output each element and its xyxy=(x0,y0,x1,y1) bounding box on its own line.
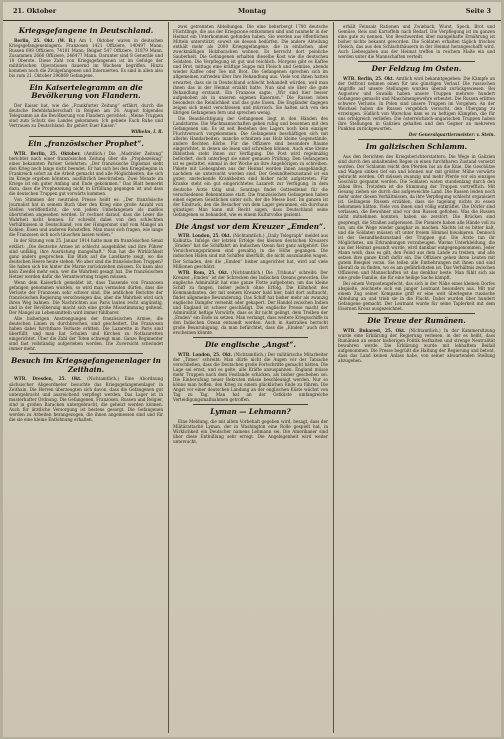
article-title: Lyman — Lehmann? xyxy=(210,407,291,417)
section-divider xyxy=(29,353,143,354)
article-title: Kriegsgefangene in Deutschland. xyxy=(18,26,154,35)
article-text: Von Stimmen der neutralen Presse heißt es: „Der französische Journalist hat in seinem Buch über den Krieg eine große Anzahl von Stellen veröffentlicht, die von jedem Unbefangenen als maßlos übertrieben angesehen werden. Er rechnet darauf, dass die Leser die Wahrheit nicht kennen. Er schreibt dabei von den schlechten Verhältnissen in Deutschland, von der Hungersnot und vom Mangel an Kohlen, Eisen und anderen Rohstoffen. Man muss sich fragen, wie lange die Franzosen sich noch täuschen lassen wollen.“ xyxy=(9,197,163,238)
dateline: WTB. Berlin, 25. Okt. xyxy=(343,75,395,81)
column-rule xyxy=(168,22,169,733)
dateline: WTB. London, 25. Okt. xyxy=(178,351,233,357)
column-rule xyxy=(333,22,334,733)
article-text: In der Sitzung vom 25. Januar 1914 hatte man im französischen Senat erklärt: „Die deutsche Armee ist schlecht ausgebildet und ihre Führer sind unfähig, ihre Ausrüstung mangelhaft.“ Nun hat die Wirklichkeit ganz anders gesprochen. Ein Blick auf die Landkarte zeigt, wo die deutschen Heere heute stehen. Wo aber sind die französischen Truppen? Sie haben sich bis hinter die Marne zurückziehen müssen. Es kann also kein Zweifel mehr sein, wer die Wahrheit gesagt hat. Die französischen Hetzer werden dafür die Verantwortung tragen müssen. xyxy=(9,238,163,279)
article-body xyxy=(9,38,163,78)
article-text: (Nichtamtlich.) In der Kammersitzung wurde eine Erklärung der Regierung verlesen, in der es heißt, dass Rumänien an seiner bisherigen Politik festhalten und strenge Neutralität bewahren werde. Die Erklärung wurde mit lebhaftem Beifall aufgenommen. Die Presse begrüßt die Haltung der Regierung und betont, dass das Land keinen Anlass habe, von seiner abwartenden Stellung abzugehen. xyxy=(338,327,495,364)
header-page-number: Seite 3 xyxy=(465,7,491,15)
article-text: zwei getrennten Abteilungen. Die eine beherbergt 1700 deutsche Flüchtlinge, die aus der Kriegszone entkommen sind und nunmehr in der Heimat ein Unterkommen gefunden haben. Sie werden aus öffentlichen Mitteln unterstützt, soweit sie dessen bedürfen. Die andere Abteilung enthält mehr als 2000 Kriegsgefangene, die in einfachen, aber zweckmäßigen Holzbaracken wohnen. Es herrscht dort peinliche Sauberkeit. Die Gefangenen erhalten dieselbe Kost wie die deutschen Soldaten. Die Verpflegung ist gut und reichlich. Morgens gibt es Kaffee und Brot, mittags eine kräftige Suppe mit Fleisch und Gemüse, abends wieder Kaffee oder Tee mit Brot. Die Gefangenen sprechen sich im allgemeinen zufrieden über ihre Behandlung aus. Viele von ihnen hatten erwartet, dass sie in Deutschland schlecht behandelt würden, weil man ihnen das in der Heimat erzählt hatte. Nun sind sie über die gute Behandlung erstaunt. Ein Franzose sagte: „Wir sind hier besser aufgehoben als in unseren eigenen Kasernen.“ Die Russen loben besonders die Reinlichkeit und das gute Essen. Die Engländer dagegen zeigen sich meist verschlossen und mürrisch. Sie halten sich von den übrigen Gefangenen fern und sprechen wenig. xyxy=(173,24,328,115)
section-divider xyxy=(193,337,308,338)
article-title: Besuch im Kriegsgefangenenlager in Zeithain. xyxy=(11,356,161,374)
article-text: Wenn dem Kaiserlich gemeldet ist, dass Tausende von Franzosen gefangen genommen wurden, so wird man vermuten dürfen, dass die Verluste der Franzosen sehr schwer sind. Die amtlichen Berichte der französischen Regierung verschweigen das, aber die Wahrheit wird sich ihren Weg bahnen. Die Nachrichten aus Paris lauten recht ungünstig, und in der Bevölkerung macht sich eine große Missstimmung geltend. Der Mangel an Lebensmitteln wird immer fühlbarer. xyxy=(9,279,163,316)
section-divider xyxy=(29,136,143,137)
dateline: WTB. Dresden, 25. Okt. xyxy=(14,376,82,382)
dateline: WTB. Rom, 25. Okt. xyxy=(178,269,229,275)
column-middle xyxy=(173,24,328,733)
article-text: (Nichtamtlich.) Eine Abordnung sächsischer Abgeordneter besuchte das Kriegsgefangenenlager in Zeithain. Die Herren überzeugten sich davon, dass die Gefangenen gut untergebracht und ausreichend verpflegt werden. Das Lager ist in musterhafter Ordnung. Die Gefangenen, Franzosen, Russen und Belgier, sind in großen Baracken untergebracht, die geheizt werden können. Auch für ärztliche Versorgung ist bestens gesorgt. Die Gefangenen werden zu Arbeiten herangezogen, die ihnen angemessen sind und für die sie eine kleine Entlohnung erhalten. xyxy=(9,376,163,422)
dateline: WTB. Berlin, 25. Oktober. xyxy=(14,150,81,156)
article-title: Die englische „Angst“. xyxy=(204,340,296,350)
section-divider xyxy=(193,219,308,220)
article-text: Eine Meldung, die mit allem Vorbehalt gegeben wird, besagt, dass der Militärattaché Lyman, der in Washington eine Rolle gespielt hat, in Wirklichkeit ein Deutscher namens Lehmann sei. Die Amerikaner sind über diese Enthüllung sehr erregt. Die Angelegenheit wird weiter untersucht. xyxy=(173,418,328,444)
dateline: WTB. Bukarest, 25. Okt. xyxy=(343,327,406,333)
article-body xyxy=(173,352,328,402)
header-day: Montag xyxy=(237,7,266,15)
newspaper-page xyxy=(3,2,501,737)
signature: Wilhelm, I. R. xyxy=(131,129,163,135)
article-title: Ein Kaisertelegramm an die Bevölkerung von Flandern. xyxy=(29,82,143,101)
article-text: (Nichtamtlich.) Der militärische Mitarbeiter der „Times“ schreibt: Man dürfe nicht die Augen vor der Tatsache verschließen, dass die Deutschen große Fortschritte gemacht hätten. Die Lage sei ernst, und es gelte, alle Kräfte anzuspannen. England müsse mehr Truppen nach dem Festlande schicken, als bisher geschehen sei. Die Einberufung neuer Rekruten müsse beschleunigt werden. Nur so könne man hoffen, den Krieg zu einem glücklichen Ende zu führen. Die Angst vor einer deutschen Landung an der englischen Küste wächst von Tag zu Tag. Man hat an der Ostküste umfangreiche Verteidigungsmaßnahmen getroffen. xyxy=(173,351,328,403)
section-divider xyxy=(358,139,475,140)
article-body xyxy=(9,376,163,421)
section-divider xyxy=(358,313,475,314)
article-text: (Nichtamtlich.) „Daily Telegraph“ meldet aus Kalkutta: Infolge der letzten Erfolge des kleinen deutschen Kreuzers „Emden“ hat die Schiffahrt im Indischen Ozean fast ganz aufgehört. Die Versicherungsprämien sind gewaltig in die Höhe gegangen. Die indischen Häfen sind mit Schiffen überfüllt, die nicht auszulaufen wagen. Der Schaden, den die „Emden“ bisher angerichtet hat, wird auf viele Millionen geschätzt. xyxy=(173,233,328,269)
article-text: Der Kaiser hat, wie die „Frankfurter Zeitung“ erfährt, durch die deutsche Befehlshaberschaft in Belgien am 24. August folgendes Telegramm an die Bevölkerung von Flandern gerichtet: „Meine Truppen sind zum Schutz des Landes gekommen. Ich gebiete Euch Ruhe und Vertrauen zu Deutschland. Ihr gehört Euer Kaiser.“ xyxy=(9,102,163,129)
section-divider xyxy=(358,61,475,62)
article-text: erhält Feinsalz Rationen und Zwieback, Wurst, Speck, Brot und Gemüse, Reis und Kartoffeln nach Bedarf. Die Verpflegung ist im ganzen eine gute zu nennen. Von Beschwerden über mangelhafte Ernährung ist bisher nichts bekannt geworden. Die Soldaten erhalten täglich frisches Fleisch, das aus den Schlachthäusern in der Heimat herangeschafft wird. Auch Liebesgaben aus der Heimat treffen in reichem Maße ein und werden unter die Mannschaften verteilt. xyxy=(338,24,495,60)
article-title: Die Angst vor dem Kreuzer „Emden“. xyxy=(175,221,326,231)
article-text: Alle bisherigen Anstrengungen der französischen Armee, die deutschen Linien zu durchbrechen, sind gescheitert. Die Franzosen haben dabei furchtbare Verluste erlitten. Die Lazarette in Paris sind überfüllt, und man hat Schulen und Kirchen zu Notlazaretten eingerichtet. Über die Zahl der Toten schweigt man. Ganze Regimenter sind fast vollständig aufgerieben worden. Die Zuversicht schwindet immer mehr. xyxy=(9,316,163,352)
article-title: Ein „französischer Prophet“. xyxy=(28,139,144,149)
dateline: Berlin, 25. Okt. (W. B.) xyxy=(14,37,76,43)
section-divider xyxy=(29,80,143,81)
article-title: Die Treue der Rumänen. xyxy=(367,316,466,326)
article-text: Am 1. Oktober waren in deutschen Kriegsgefangenenlagern: Franzosen 1421 Offiziere, 140497 Mann; Russen 698 Offiziere, 74101 Mann; Belgier 547 Offiziere, 31879 Mann. Zusammen 2666 Offiziere, 246477 Mann. Darunter sind 8 Generäle und 18 Oberste. Diese Zahl von Kriegsgefangenen ist im Gefolge der militärischen Operationen dauernd im Wachsen begriffen. Hinzu kommen noch die Zivilgefangenen und Internierten. Es sind in allen also bis zum 21. Oktober 296869 Gefangene. xyxy=(9,37,163,78)
article-text: Die Beaufsichtigung der Gefangenen liegt in den Händen des Landsturms. Die Wachmannschaften gehen ruhig und besonnen mit den Gefangenen um. Es ist seit Bestehen des Lagers noch kein einziger Fluchtversuch vorgekommen. Die Gefangenen beschäftigen sich mit allerlei Handarbeiten; manche schnitzen aus Holz kleine Gegenstände, andere flechten Körbe. Für die Offiziere sind besondere Räume eingerichtet, in denen sie lesen und schreiben können. Auch eine kleine Bibliothek steht ihnen zur Verfügung. Die Post wird regelmäßig befördert, doch unterliegt sie einer genauen Prüfung. Den Gefangenen ist es gestattet, einmal in der Woche an ihre Angehörigen zu schreiben. Pakete mit Liebesgaben aus der Heimat werden ihnen ausgehändigt, nachdem sie untersucht worden sind. Der Gesundheitszustand ist ein guter; ansteckende Krankheiten sind bisher nicht aufgetreten. Für Kranke steht ein gut eingerichtetes Lazarett zur Verfügung, in dem deutsche Ärzte tätig sind. Sonntags findet Gottesdienst für die verschiedenen Bekenntnisse statt. Die französischen Gefangenen haben einen eigenen Geistlichen unter sich, der die Messe liest. Im ganzen ist der Eindruck, den die Besucher von dem Lager gewannen, ein durchaus günstiger. Man kann mit Recht sagen, dass Deutschland seine Gefangenen so behandelt, wie es einem Kulturvolke geziemt. xyxy=(173,115,328,217)
section-divider xyxy=(193,404,308,405)
article-body xyxy=(338,76,495,132)
article-title: Im galizischen Schlamm. xyxy=(365,142,468,152)
header-date: 21. Oktober xyxy=(13,7,57,15)
article-body xyxy=(338,328,495,363)
article-text: Amtlich wird bekanntgegeben: Die Kämpfe an der Ostfront nehmen einen für uns günstigen Verlauf. Die russischen Angriffe auf unsere Stellungen wurden überall zurückgewiesen. Bei Augustow und Suwalki haben unsere Truppen mehrere hundert Gefangene gemacht und Maschinengewehre erbeutet. Die Russen erlitten schwere Verluste. In Polen sind unsere Truppen im Vorgehen. An der Weichsel haben die Russen vergeblich versucht, den Übergang zu erzwingen. Südlich von Warschau kam es zu heftigen Kämpfen, die für uns erfolgreich verliefen. Die österreichisch-ungarischen Truppen haben ihre Stellungen in Galizien gehalten und den Gegner an mehreren Punkten zurückgeworfen. xyxy=(338,75,495,132)
article-body xyxy=(9,151,163,196)
signature: Der Generalquartiermeister: v. Stein. xyxy=(408,132,495,138)
article-body xyxy=(173,270,328,336)
column-right xyxy=(338,24,495,733)
page-header xyxy=(3,2,501,21)
article-text: Aus den Berichten des Kriegsberichterstatters: Die Wege in Galizien sind durch den anhaltenden Regen in einen furchtbaren Zustand versetzt worden. Der Schlamm reicht den Pferden bis an die Knie. Die Geschütze und Wagen sinken tief ein und können nur mit größter Mühe vorwärts gebracht werden. Oft müssen zwanzig und mehr Pferde vor ein einziges Geschütz gespannt werden. Die Soldaten waten stundenlang durch den zähen Brei. Trotzdem ist die Stimmung der Truppen vortrefflich. Mit Gesang ziehen sie durch das aufgeweichte Land. Die Russen leiden noch mehr unter diesen Verhältnissen, da ihre Verpflegung schlecht organisiert ist. Gefangene Russen erzählen, dass sie tagelang nichts zu essen bekommen hätten. Viele von ihnen sind völlig entkräftet. Die Dörfer sind verlassen, die Bewohner sind vor den Russen geflohen. Was die Russen nicht mitnehmen konnten, haben sie zerstört. Die Brücken sind gesprengt, die Straßen aufgerissen. Die Pioniere haben alle Hände voll zu tun, um die Wege wieder gangbar zu machen. Nachts ist es bitter kalt, und die Soldaten müssen oft unter freiem Himmel biwakieren. Dennoch ist der Gesundheitszustand der Truppen gut. Die Ärzte tun ihr Möglichstes, um Erkrankungen vorzubeugen. Warme Unterkleidung, die aus der Heimat gesandt wurde, wird dankbar entgegengenommen. Jeder Mann weiß, dass es gilt, den Feind aus dem Lande zu treiben, und alle setzen ihre ganze Kraft dafür ein. Die Offiziere gehen ihren Leuten mit gutem Beispiel voran. Sie teilen alle Entbehrungen mit ihnen und sind überall da zu finden, wo es am gefährlichsten ist. Das Verhältnis zwischen Offizieren und Mannschaften ist das denkbar beste. Man fühlt sich als eine große Familie, die für eine heilige Sache kämpft. xyxy=(338,153,495,281)
article-title: Der Feldzug im Osten. xyxy=(371,64,462,74)
article-text: Bei einem Vorpostengefecht, das sich in der Nähe eines kleinen Dorfes abspielte, zeichnete sich ein junger Leutnant besonders aus. Mit nur einem Zug seiner Kompanie griff er eine weit überlegene russische Abteilung an und trieb sie in die Flucht. Dabei wurden über hundert Gefangene gemacht. Der Leutnant wurde für seine Tapferkeit mit dem Eisernen Kreuz ausgezeichnet. xyxy=(338,281,495,312)
dateline: WTB. London, 25. Okt. xyxy=(178,233,232,239)
article-text: (Nichtamtlich.) Die „Tribuna“ schreibt: Der Kreuzer „Emden“ ist der Schrecken des Indischen Ozeans geworden. Die englische Admiralität hat eine ganze Flotte aufgeboten, um das kleine Schiff zu fangen, bisher jedoch ohne Erfolg. Die Kühnheit des Kommandanten, der mit seinem Kreuzer bald hier, bald dort auftaucht, findet allgemeine Bewunderung. Das Schiff hat bisher mehr als zwanzig englische Dampfer versenkt oder gekapert. Der Handel zwischen Indien und England ist schwer geschädigt. Die englische Presse macht der Admiralität heftige Vorwürfe, dass es ihr nicht gelingt, dem Treiben der „Emden“ ein Ende zu setzen. Man verlangt, dass weitere Kriegsschiffe in den Indischen Ozean entsandt werden. Auch in Australien herrscht große Beunruhigung, da man befürchtet, dass die „Emden“ auch dort erscheinen könnte. xyxy=(173,269,328,336)
article-body xyxy=(173,233,328,268)
article-text: (Amtlich.) Die „Madrider Zeitung“ berichtet nach einer französischen Zeitung über die „Prophezeiung“ eines bekannten Pariser Gelehrten: „Der französische Diplomat sieht den Krieg noch lange nicht beendet. Er hat sich bei den Kriegsbeginn in Frankreich sofort an die Arbeit gemacht und alle Möglichkeiten, die sich im Kriege ergeben könnten, ausführlich beschrieben. Zwei Monate im Kriege ist ein guter Anfang und Ende gekommen.“ Das Blatt bemerkt dazu, dass die Prophezeiung nicht in Erfüllung gegangen ist und dass die deutschen Truppen gut vorwärts kommen. xyxy=(9,150,163,197)
column-left xyxy=(9,24,163,733)
